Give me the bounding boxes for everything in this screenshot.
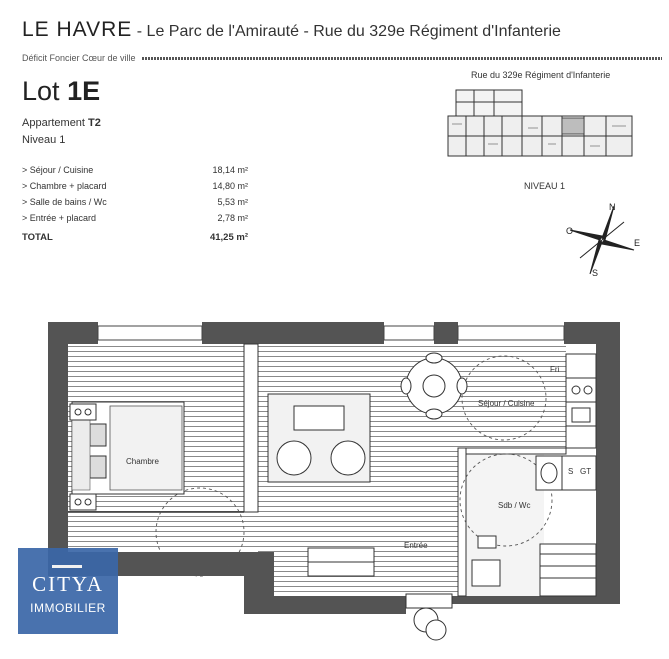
total-label: TOTAL — [22, 232, 53, 243]
fri-label: Fri — [550, 365, 560, 374]
subtitle-rule — [142, 57, 662, 60]
apartment-label: Appartement — [22, 117, 85, 129]
subtitle-text: Déficit Foncier Cœur de ville — [22, 53, 136, 63]
room-row — [22, 197, 248, 213]
apartment-type-code: T2 — [88, 117, 101, 129]
compass-rose-icon — [562, 200, 642, 280]
room-row — [22, 165, 248, 181]
entree-label: Entrée — [404, 541, 428, 550]
compass-n-label: N — [609, 202, 616, 212]
subtitle-row — [22, 53, 662, 63]
room-row — [22, 181, 248, 197]
room-name: > Entrée + placard — [22, 213, 97, 223]
entrance-door-icon — [406, 594, 452, 640]
citya-logo — [18, 548, 118, 634]
chambre-label: Chambre — [126, 457, 159, 466]
apartment-type — [22, 117, 101, 129]
room-area: 5,53 m² — [217, 197, 248, 207]
living-area-furniture — [268, 394, 370, 482]
room-areas-table — [22, 165, 248, 248]
room-name: > Séjour / Cuisine — [22, 165, 94, 175]
lot-title — [22, 76, 100, 107]
room-row — [22, 213, 248, 229]
logo-brand: CITYA — [32, 572, 104, 596]
total-row — [22, 232, 248, 248]
address-line: - Le Parc de l'Amirauté - Rue du 329e Régiment d'Infanterie — [132, 23, 561, 40]
total-area: 41,25 m² — [209, 232, 248, 243]
entry-closet — [308, 548, 374, 576]
page-header — [22, 18, 662, 42]
sdb-label: Sdb / Wc — [498, 501, 531, 510]
apartment-level: Niveau 1 — [22, 134, 66, 146]
room-area: 18,14 m² — [212, 165, 248, 175]
building-level-plan — [444, 84, 640, 176]
compass-o-label: O — [566, 226, 574, 236]
kitchen-units — [566, 354, 596, 448]
lot-prefix: Lot — [22, 76, 60, 106]
s-label: S — [568, 467, 574, 476]
sejour-label: Séjour / Cuisine — [478, 399, 535, 408]
room-area: 2,78 m² — [217, 213, 248, 223]
logo-sub: IMMOBILIER — [30, 601, 106, 615]
gt-label: GT — [580, 467, 592, 476]
lot-code: 1E — [67, 76, 101, 106]
room-area: 14,80 m² — [212, 181, 248, 191]
room-name: > Chambre + placard — [22, 181, 107, 191]
mini-plan-street: Rue du 329e Régiment d'Infanterie — [471, 70, 611, 80]
mini-plan-level: NIVEAU 1 — [524, 181, 566, 191]
corridor-floor — [68, 512, 258, 550]
logo-mark-icon: ▬▬▬ — [52, 560, 82, 571]
city-name: LE HAVRE — [22, 18, 133, 41]
apartment-floor-plan — [48, 322, 620, 644]
room-name: > Salle de bains / Wc — [22, 197, 107, 207]
compass-e-label: E — [634, 238, 641, 248]
compass-s-label: S — [592, 268, 599, 278]
page-title — [22, 18, 662, 42]
